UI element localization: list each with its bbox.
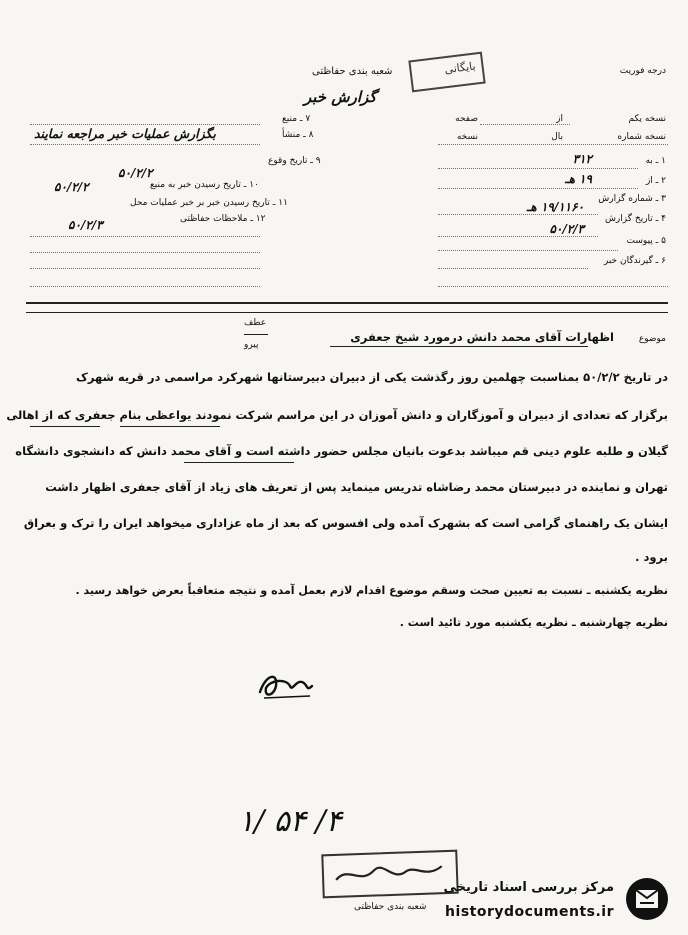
- field-8-value: بگزارش عملیات خبر مراجعه نمایند: [34, 126, 216, 141]
- body-line-3: گیلان و طلبه علوم دینی قم میباشد بدعوت بانیان مجلس حضور داشته است و آقای محمد دانش که دانشجوی دانشگاه: [15, 444, 668, 458]
- field-1-label: ۱ ـ به: [645, 156, 666, 166]
- body-line-1: در تاریخ ۵۰/۲/۲ بمناسبت چهلمین روز رگذشت یکی از دبیران دبیرستانها شهرکرد مراسمی در قریه شهرک: [76, 370, 668, 384]
- field-9-value: ۵۰/۲/۲: [118, 166, 153, 180]
- archive-url[interactable]: historydocuments.ir: [445, 904, 614, 920]
- subject-text: اظهارات آقای محمد دانش درمورد شیخ جعفری: [350, 330, 614, 344]
- field-2-label: ۲ ـ از: [645, 176, 666, 186]
- handwritten-date: ۱/ ۵۴ /۴: [238, 804, 342, 839]
- conclusion-wednesday: نظریه چهارشنبه ـ نظریه یکشنبه مورد تائید است .: [399, 616, 668, 629]
- field-2-value: ۱۹ هـ: [565, 172, 592, 186]
- classification-unit: شعبه بندی حفاظتی: [312, 66, 393, 77]
- section-label: نسخه: [456, 132, 478, 142]
- of-label: از: [556, 114, 563, 124]
- field-5-label: ۵ ـ پیوست: [626, 236, 666, 246]
- field-8-label: ۸ ـ منشأ: [282, 130, 314, 140]
- field-4-label: ۴ ـ تاریخ گزارش: [604, 214, 666, 224]
- field-9-label: ۹ ـ تاریخ وقوع: [268, 156, 321, 166]
- subject-label: موضوع: [638, 334, 666, 344]
- subject-note-top: عطف: [244, 318, 267, 328]
- field-10-label: ۱۰ ـ تاریخ رسیدن خبر به منبع: [150, 180, 259, 190]
- body-line-2: برگزار که تعدادی از دبیران و آموزگاران و دانش آموزان در این مراسم شرکت نمودند یواعظی بنام جعفری که از اهالی: [6, 408, 668, 422]
- field-11-value: ۵۰/۲/۲: [54, 180, 89, 194]
- bottom-stamp-label: شعبه بندی حفاظتی: [354, 902, 427, 912]
- file-label: بال: [551, 132, 563, 142]
- field-3-label: ۳ ـ شماره گزارش: [598, 194, 666, 204]
- body-line-6: برود .: [635, 550, 668, 564]
- field-12-label: ۱۲ ـ ملاحظات حفاظتی: [180, 214, 266, 224]
- urgency-label: درجه فوریت: [619, 66, 666, 76]
- signature: [256, 668, 320, 704]
- field-12-value: ۵۰/۲/۳: [68, 218, 103, 232]
- subject-note-bottom: پیرو: [244, 340, 259, 350]
- archive-name: مرکز بررسی اسناد تاریخی: [443, 880, 614, 895]
- header-stamp: بایگانی: [408, 52, 485, 93]
- field-6-label: ۶ ـ گیرندگان خبر: [603, 256, 666, 266]
- conclusion-sunday: نظریه یکشنبه ـ نسبت به تعیین صحت وسقم موضوع اقدام لازم بعمل آمده و نتیجه متعاقباً بعرض خواهد رسید .: [75, 584, 668, 597]
- field-3-value: ۱۹/۱۱۶۰ هـ: [526, 200, 584, 214]
- archive-logo-icon: [624, 876, 670, 922]
- stamp-scribble: [329, 856, 450, 890]
- field-7-label: ۷ ـ منبع: [282, 114, 311, 124]
- bottom-stamp: [321, 850, 458, 899]
- copy-label: نسخه یکم: [628, 114, 666, 124]
- field-11-label: ۱۱ ـ تاریخ رسیدن خبر بر خبر عملیات محل: [130, 198, 288, 208]
- body-line-4: تهران و نماینده در دبیرستان محمد رضاشاه تدریس مینماید پس از تعریف های زیاد از آقای جعفری اظهار داشت: [45, 480, 668, 494]
- field-1-value: ۳۱۲: [572, 152, 592, 166]
- body-line-5: ایشان یک راهنمای گرامی است که بشهرک آمده ولی افسوس که بعد از ماه عزاداری میخواهد ایران را ترک و بعراق: [23, 516, 668, 530]
- copy-number-label: نسخه شماره: [617, 132, 666, 142]
- field-4-value: ۵۰/۲/۳: [549, 222, 584, 236]
- report-title: گزارش خبر: [304, 88, 377, 106]
- page-label: صفحه: [455, 114, 478, 124]
